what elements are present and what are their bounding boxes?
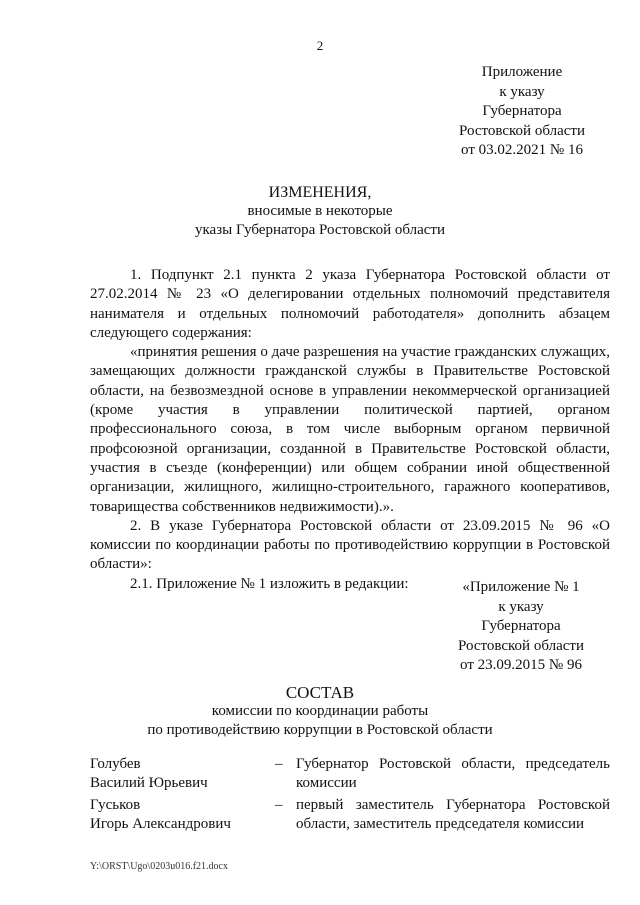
member-dash: – <box>275 756 283 772</box>
appendix-line: Приложение <box>481 64 563 80</box>
appendix-line: к указу <box>499 83 545 100</box>
member-role: Губернатор Ростовской области, председатель комиссии <box>296 756 610 792</box>
paragraph-1: 1. Подпункт 2.1 пункта 2 указа Губернатора Ростовской области от 27.02.2014 № 23 «О делегировании отдельных полномочий представителя нанимателя и отдельных полномочий работодателя» дополнить абзацем следующего содержания: <box>90 267 610 341</box>
appendix2-line: «Приложение № 1 <box>462 579 580 595</box>
appendix-line: Губернатора <box>482 103 562 119</box>
title-line: вносимые в некоторые <box>247 203 393 219</box>
member-dash: – <box>275 797 283 813</box>
appendix2-line: Губернатора <box>481 618 561 634</box>
member-surname: Голубев <box>90 756 141 772</box>
member-surname: Гуськов <box>90 797 141 813</box>
member-given-names: Игорь Александрович <box>90 816 231 833</box>
composition-main: СОСТАВ <box>285 683 355 702</box>
composition-line: по противодействию коррупции в Ростовской области <box>147 722 493 738</box>
paragraph-3: 2. В указе Губернатора Ростовской области от 23.09.2015 № 96 «О комиссии по координации работы по противодействию коррупции в Ростовской области»: <box>90 517 610 573</box>
appendix2-line: к указу <box>498 598 544 615</box>
composition-title <box>0 683 640 740</box>
appendix-line: Ростовской области <box>459 122 585 139</box>
appendix-header <box>452 63 592 161</box>
paragraph-4: 2.1. Приложение № 1 изложить в редакции: <box>130 575 409 592</box>
appendix2-line: от 23.09.2015 № 96 <box>460 657 582 673</box>
file-path-footer: Y:\ORST\Ugo\0203u016.f21.docx <box>90 861 228 872</box>
appendix2-header <box>446 578 596 676</box>
page-number: 2 <box>316 38 324 53</box>
member-row <box>90 796 610 835</box>
appendix-line: от 03.02.2021 № 16 <box>461 142 583 158</box>
paragraph-2: «принятия решения о даче разрешения на участие гражданских служащих, замещающих должности гражданской службы в Правительстве Ростовской области, на безвозмездной основе в управлении некоммерческой организацией (кроме участия в управлении политической партией, органом профессионального союза, в том числе выборным органом первичной профсоюзной организации, созданной в Правительстве Ростовской области, участия в съезде (конференции) или общем собрании иной общественной организации, жилищного, жилищно-строительного, гаражного кооперативов, товарищества собственников недвижимости).». <box>90 344 610 515</box>
member-role: первый заместитель Губернатора Ростовской области, заместитель председателя комиссии <box>296 797 610 833</box>
member-row <box>90 755 610 794</box>
member-given-names: Василий Юрьевич <box>90 775 208 792</box>
body-text <box>90 266 610 594</box>
member-name <box>90 755 275 794</box>
composition-line: комиссии по координации работы <box>211 703 429 719</box>
title-main: ИЗМЕНЕНИЯ, <box>268 184 372 201</box>
title-line: указы Губернатора Ростовской области <box>195 222 445 238</box>
appendix2-line: Ростовской области <box>458 637 584 654</box>
document-title <box>0 183 640 240</box>
member-name <box>90 796 275 835</box>
